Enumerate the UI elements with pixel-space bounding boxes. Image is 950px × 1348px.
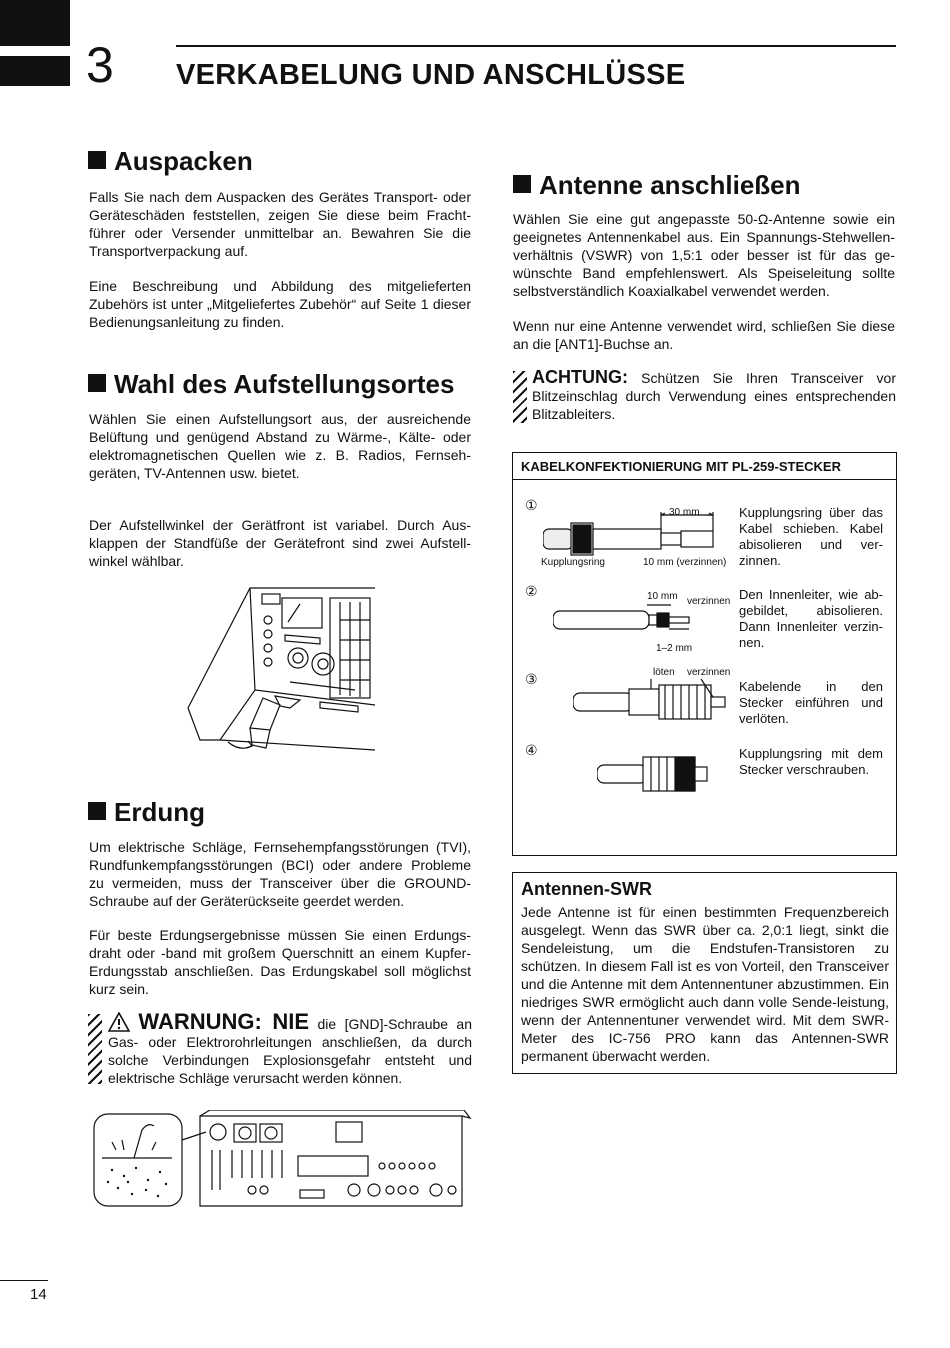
step-text-3: Kabelende in den Stecker einführen und verlöten. (739, 679, 883, 726)
chapter-tab-top (0, 0, 70, 46)
step-number-4: ④ (525, 742, 538, 758)
label-verzinnen-step2: verzinnen (687, 596, 731, 607)
square-bullet-icon (88, 802, 106, 820)
cable-step1-drawing (543, 509, 733, 559)
cable-assembly-box (512, 452, 897, 856)
antenna-swr-box (512, 872, 897, 1074)
caution-label: ACHTUNG: (532, 367, 628, 387)
grounding-illustration (92, 1110, 472, 1210)
warning-block (108, 1009, 473, 1087)
auspacken-paragraph-1: Falls Sie nach dem Auspacken des Gerätes Transport- oder Geräteschäden feststellen, zeigen Sie diese beim Fracht-führer oder Versender unmittelbar an. Bewahren Sie die Transportverpackung auf. (89, 189, 471, 259)
section-heading-erdung: Erdung (88, 797, 205, 827)
wahl-paragraph-1: Wählen Sie einen Aufstellungsort aus, der ausreichende Belüftung und genügend Abstand zu Wärme-, Kälte- oder elektromagnetischen Quellen wie z. B. Radios, Fernseh-geräten, TV-Antennen usw. bietet. (89, 411, 471, 481)
transceiver-stand-illustration (180, 580, 380, 765)
chapter-title: VERKABELUNG UND ANSCHLÜSSE (176, 59, 686, 91)
label-10mm: 10 mm (647, 591, 678, 602)
cable-step2-drawing (553, 601, 733, 641)
antenne-paragraph-1: Wählen Sie eine gut angepasste 50-Ω-Antenne sowie ein geeignetes Antennenkabel aus. Ein Spannungs-Stehwellen-verhältnis (VSWR) von 1,5:1 oder besser ist für das ge-wünschte Band empfehlenswert. Als Speiseleitung sollte selbstverständlich Koaxialkabel verwendet werden. (513, 211, 895, 299)
caution-text: Schützen Sie Ihren Transceiver vor Blitzeinschlag durch Verwendung eines entsprechenden Blitzableiters. (532, 370, 896, 422)
label-loeten: löten (653, 667, 675, 678)
chapter-tab-bottom (0, 56, 70, 86)
step-text-2: Den Innenleiter, wie ab-gebildet, abisolieren. Dann Innenleiter verzin-nen. (739, 587, 883, 650)
square-bullet-icon (88, 374, 106, 392)
erdung-paragraph-2: Für beste Erdungsergebnisse müssen Sie einen Erdungs-draht oder -band mit großem Querschnitt an einem Kupfer-Erdungsstab anschließen. Das Erdungskabel soll möglichst kurz sein. (89, 927, 471, 997)
swr-title: Antennen-SWR (521, 879, 652, 899)
section-heading-wahl: Wahl des Aufstellungsortes (88, 369, 454, 399)
warning-label: WARNUNG: NIE (138, 1009, 310, 1034)
cable-step4-drawing (597, 749, 727, 799)
cable-box-rule (513, 479, 896, 480)
label-10mm-verzinnen: 10 mm (verzinnen) (643, 557, 727, 568)
warning-triangle-icon (108, 1012, 130, 1032)
chapter-rule (176, 45, 896, 47)
wahl-paragraph-2: Der Aufstellwinkel der Gerätfront ist variabel. Durch Aus-klappen der Standfüße der Gerätefront sind zwei Aufstell-winkel wählbar. (89, 517, 471, 569)
warning-text: die [GND]-Schraube an Gas- oder Elektrorohrleitungen anschließen, da durch solche Verbindungen Explosionsgefahr entsteht und elektrische Schläge verursacht werden können. (108, 1016, 473, 1086)
caution-hatch-bar (513, 371, 527, 423)
label-30mm: 30 mm (669, 507, 700, 518)
swr-text: Jede Antenne ist für einen bestimmten Frequenzbereich ausgelegt. Wenn das SWR über ca. 2,0:1 liegt, sinkt die Sendeleistung, um die Endstufen-Transistoren zu schützen. In diesem Fall ist es von Vorteil, den Transceiver und die Antenne mit dem Antennentuner abzustimmen. Ein niedriges SWR ermöglicht auch dann volle Sende-leistung, wenn der Antennentuner verwendet wird. Mit dem SWR-Meter des IC-756 PRO kann das Antennen-SWR permanent überwacht werden. (521, 904, 889, 1064)
page-number-rule (0, 1280, 48, 1281)
step-number-3: ③ (525, 671, 538, 687)
label-verzinnen-step3: verzinnen (687, 667, 731, 678)
caution-block (532, 368, 896, 423)
chapter-number: 3 (86, 37, 114, 93)
label-1-2mm: 1–2 mm (656, 643, 693, 654)
step-number-1: ① (525, 497, 538, 513)
section-heading-antenne: Antenne anschließen (513, 170, 801, 200)
label-kupplungsring: Kupplungsring (541, 557, 605, 568)
square-bullet-icon (88, 151, 106, 169)
square-bullet-icon (513, 175, 531, 193)
cable-step3-drawing (573, 675, 733, 725)
cable-box-title: KABELKONFEKTIONIERUNG MIT PL-259-STECKER (521, 459, 841, 474)
step-number-2: ② (525, 583, 538, 599)
section-heading-auspacken: Auspacken (88, 146, 253, 176)
page-number: 14 (30, 1286, 47, 1303)
step-text-1: Kupplungsring über das Kabel schieben. Kabel abisolieren und ver-zinnen. (739, 505, 883, 568)
step-text-4: Kupplungsring mit dem Stecker verschrauben. (739, 746, 883, 777)
erdung-paragraph-1: Um elektrische Schläge, Fernsehempfangsstörungen (TVI), Rundfunkempfangsstörungen (BCI) oder andere Probleme zu vermeiden, muss der Transceiver über die GROUND-Schraube auf der Geräterückseite geerdet werden. (89, 839, 471, 909)
warning-hatch-bar (88, 1014, 102, 1084)
antenne-paragraph-2: Wenn nur eine Antenne verwendet wird, schließen Sie diese an die [ANT1]-Buchse an. (513, 318, 895, 352)
auspacken-paragraph-2: Eine Beschreibung und Abbildung des mitgelieferten Zubehörs ist unter „Mitgeliefertes Zubehör“ auf Seite 1 dieser Bedienungsanleitung zu finden. (89, 278, 471, 330)
